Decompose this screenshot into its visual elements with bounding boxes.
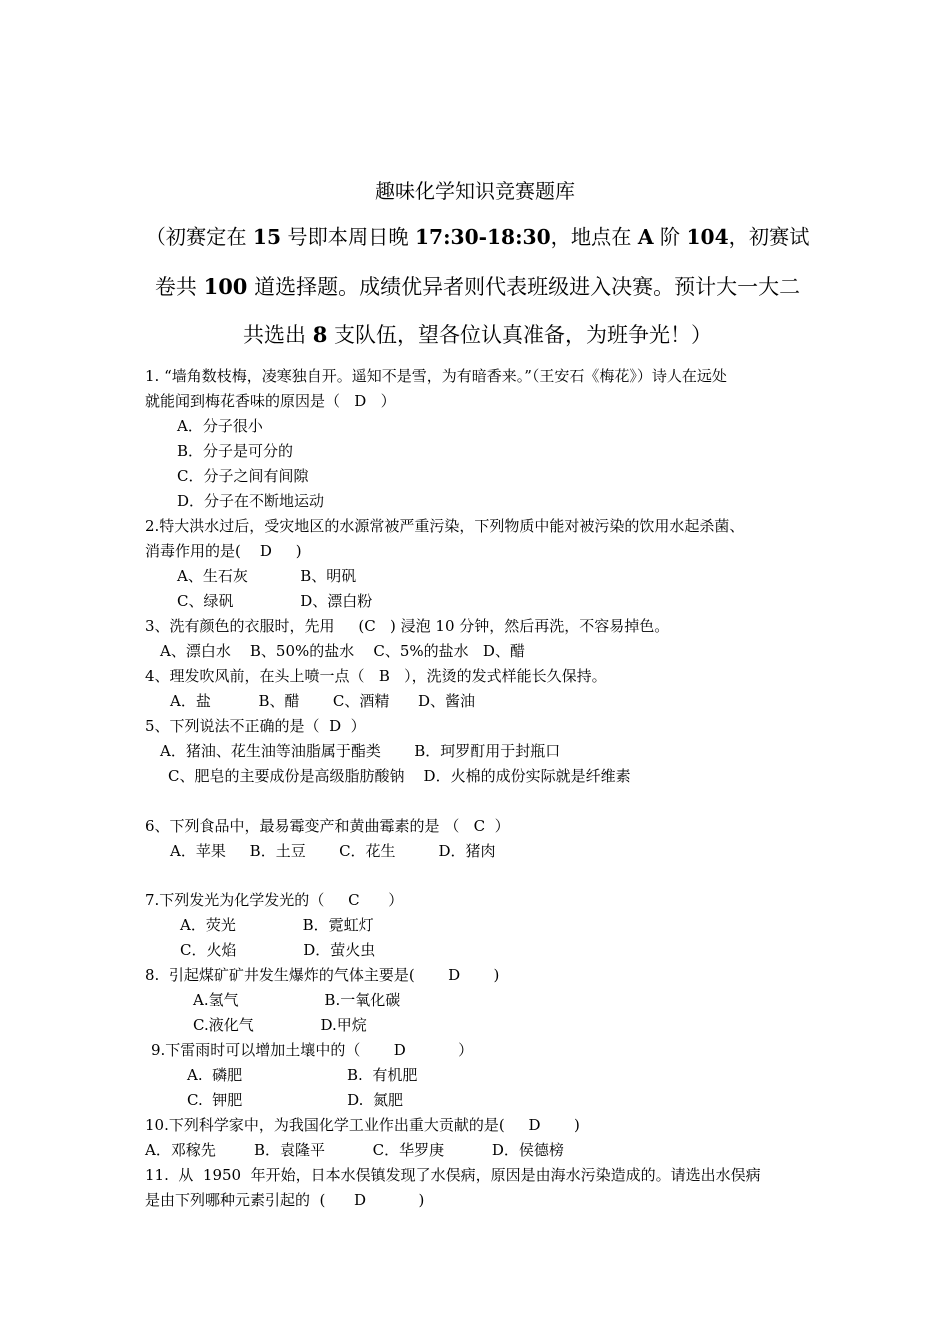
q6-stem: 6、下列食品中，最易霉变产和黄曲霉素的是 （ C ）	[145, 817, 510, 835]
q8-options: A.氢气 B.一氧化碳	[193, 991, 401, 1009]
notice-text: 号即本周日晚	[281, 225, 415, 249]
q3-stem: 3、洗有颜色的衣服时，先用 (C ) 浸泡 10 分钟，然后再洗，不容易掉色。	[145, 617, 670, 635]
q3-options: A、漂白水 B、50%的盐水 C、5%的盐水 D、醋	[160, 642, 525, 660]
q1-option-c: C．分子之间有间隙	[177, 467, 309, 485]
q11-stem: 是由下列哪种元素引起的 ( D )	[145, 1191, 425, 1209]
notice-building: A	[637, 225, 654, 249]
q9-stem: 9.下雷雨时可以增加土壤中的（ D ）	[151, 1041, 474, 1059]
notice-text: （初赛定在	[145, 225, 253, 249]
q6-options: A．苹果 B．土豆 C．花生 D．猪肉	[170, 842, 496, 860]
q11-stem: 11. 从 1950 年开始，日本水俣镇发现了水俣病，原因是由海水污染造成的。请选出水俣病	[145, 1166, 761, 1184]
page-title: 趣味化学知识竞赛题库	[375, 179, 575, 203]
q5-options: A．猪油、花生油等油脂属于酯类 B．珂罗酊用于封瓶口	[160, 742, 561, 760]
notice-text: 阶	[653, 225, 687, 249]
q4-stem: 4、理发吹风前，在头上喷一点（ B ），洗烫的发式样能长久保持。	[145, 667, 607, 685]
q7-stem: 7.下列发光为化学发光的（ C ）	[145, 891, 404, 909]
notice-text: 卷共	[154, 275, 204, 299]
q1-stem: 就能闻到梅花香味的原因是（ D ）	[145, 392, 396, 410]
notice-line-2	[145, 276, 810, 298]
q1-option-d: D．分子在不断地运动	[177, 492, 325, 510]
notice-text: ，地点在	[550, 225, 638, 249]
notice-text: 道选择题。成绩优异者则代表班级进入决赛。预计大一大二	[247, 275, 801, 299]
notice-team-count: 8	[312, 322, 328, 347]
q2-options: C、绿矾 D、漂白粉	[177, 592, 373, 610]
notice-line-1	[145, 227, 810, 247]
q5-options: C、肥皂的主要成份是高级脂肪酸钠 D．火棉的成份实际就是纤维素	[168, 767, 631, 785]
q7-options: A．荧光 B．霓虹灯	[180, 916, 374, 934]
notice-time: 17:30-18:30	[414, 225, 551, 249]
q1-option-a: A．分子很小	[177, 417, 263, 435]
q8-options: C.液化气 D.甲烷	[193, 1016, 367, 1034]
notice-date: 15	[252, 225, 282, 249]
q9-options: C. 钾肥 D. 氮肥	[187, 1091, 403, 1109]
q4-options: A．盐 B、醋 C、酒精 D、酱油	[170, 692, 476, 710]
q2-stem: 2.特大洪水过后，受灾地区的水源常被严重污染，下列物质中能对被污染的饮用水起杀菌、	[145, 517, 745, 535]
notice-question-count: 100	[203, 274, 248, 299]
q1-option-b: B．分子是可分的	[177, 442, 294, 460]
q2-stem: 消毒作用的是( D )	[145, 542, 302, 560]
q10-options: A．邓稼先 B．袁隆平 C．华罗庚 D．侯德榜	[145, 1141, 564, 1159]
notice-text: 支队伍，望各位认真准备，为班争光！）	[327, 323, 712, 347]
q10-stem: 10.下列科学家中，为我国化学工业作出重大贡献的是( D )	[145, 1116, 580, 1134]
q9-options: A. 磷肥 B. 有机肥	[187, 1066, 418, 1084]
q1-stem: 1. “墙角数枝梅，凌寒独自开。遥知不是雪，为有暗香来。”（王安石《梅花》）诗人在远处	[145, 367, 727, 385]
notice-room: 104	[686, 225, 729, 249]
notice-line-3	[145, 324, 810, 346]
q5-stem: 5、下列说法不正确的是（ D ）	[145, 717, 366, 735]
notice-text: ，初赛试	[728, 225, 810, 249]
notice-text: 共选出	[243, 323, 313, 347]
q8-stem: 8. 引起煤矿矿井发生爆炸的气体主要是( D )	[145, 966, 500, 984]
q7-options: C．火焰 D．萤火虫	[180, 941, 376, 959]
q2-options: A、生石灰 B、明矾	[177, 567, 357, 585]
